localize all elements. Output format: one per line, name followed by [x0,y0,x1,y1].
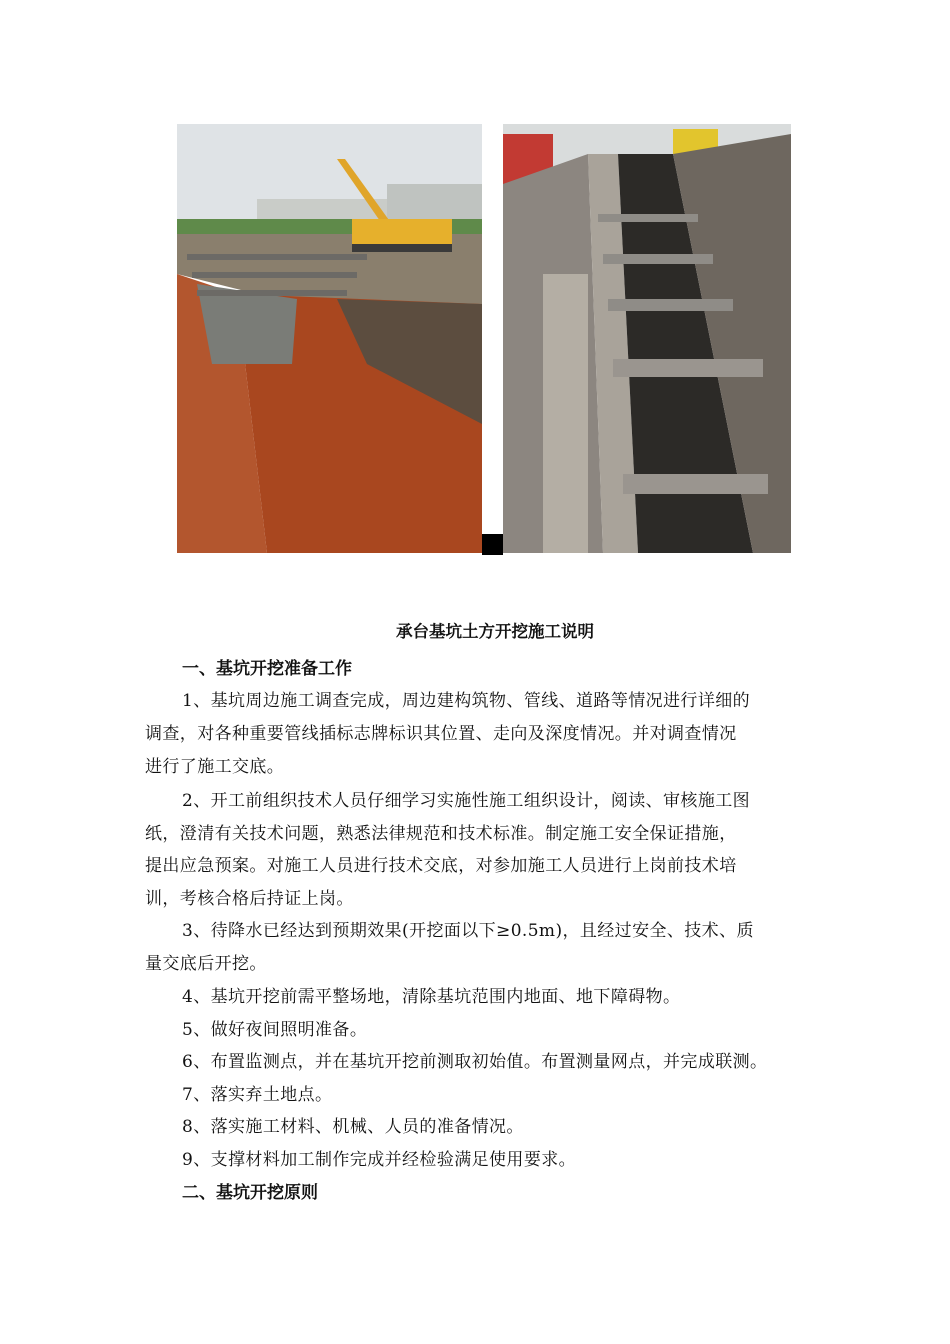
paragraph-line: 进行了施工交底。 [145,757,285,777]
paragraph-line: 8、落实施工材料、机械、人员的准备情况。 [182,1117,524,1137]
section2-heading: 二、基坑开挖原则 [182,1183,318,1203]
document-title: 承台基坑土方开挖施工说明 [396,622,594,641]
black-square-marker [482,534,503,555]
paragraph-line: 3、待降水已经达到预期效果(开挖面以下≥0.5m)，且经过安全、技术、质 [182,921,754,941]
paragraph-line: 4、基坑开挖前需平整场地，清除基坑范围内地面、地下障碍物。 [182,987,681,1007]
paragraph-line: 7、落实弃土地点。 [182,1085,333,1105]
paragraph-line: 调查，对各种重要管线插标志牌标识其位置、走向及深度情况。并对调查情况 [145,724,737,744]
paragraph-line: 9、支撑材料加工制作完成并经检验满足使用要求。 [182,1150,577,1170]
excavation-photo-left [177,124,482,553]
paragraph-line: 提出应急预案。对施工人员进行技术交底，对参加施工人员进行上岗前技术培 [145,856,737,876]
paragraph-line: 纸，澄清有关技术问题，熟悉法律规范和技术标准。制定施工安全保证措施， [145,824,737,844]
paragraph-line: 5、做好夜间照明准备。 [182,1020,368,1040]
section1-heading: 一、基坑开挖准备工作 [182,659,352,679]
excavation-photo-right [503,124,791,553]
paragraph-line: 2、开工前组织技术人员仔细学习实施性施工组织设计，阅读、审核施工图 [182,791,751,811]
paragraph-line: 1、基坑周边施工调查完成，周边建构筑物、管线、道路等情况进行详细的 [182,691,751,711]
paragraph-line: 量交底后开挖。 [145,954,267,974]
paragraph-line: 6、布置监测点，并在基坑开挖前测取初始值。布置测量网点，并完成联测。 [182,1052,768,1072]
paragraph-line: 训，考核合格后持证上岗。 [145,889,354,909]
